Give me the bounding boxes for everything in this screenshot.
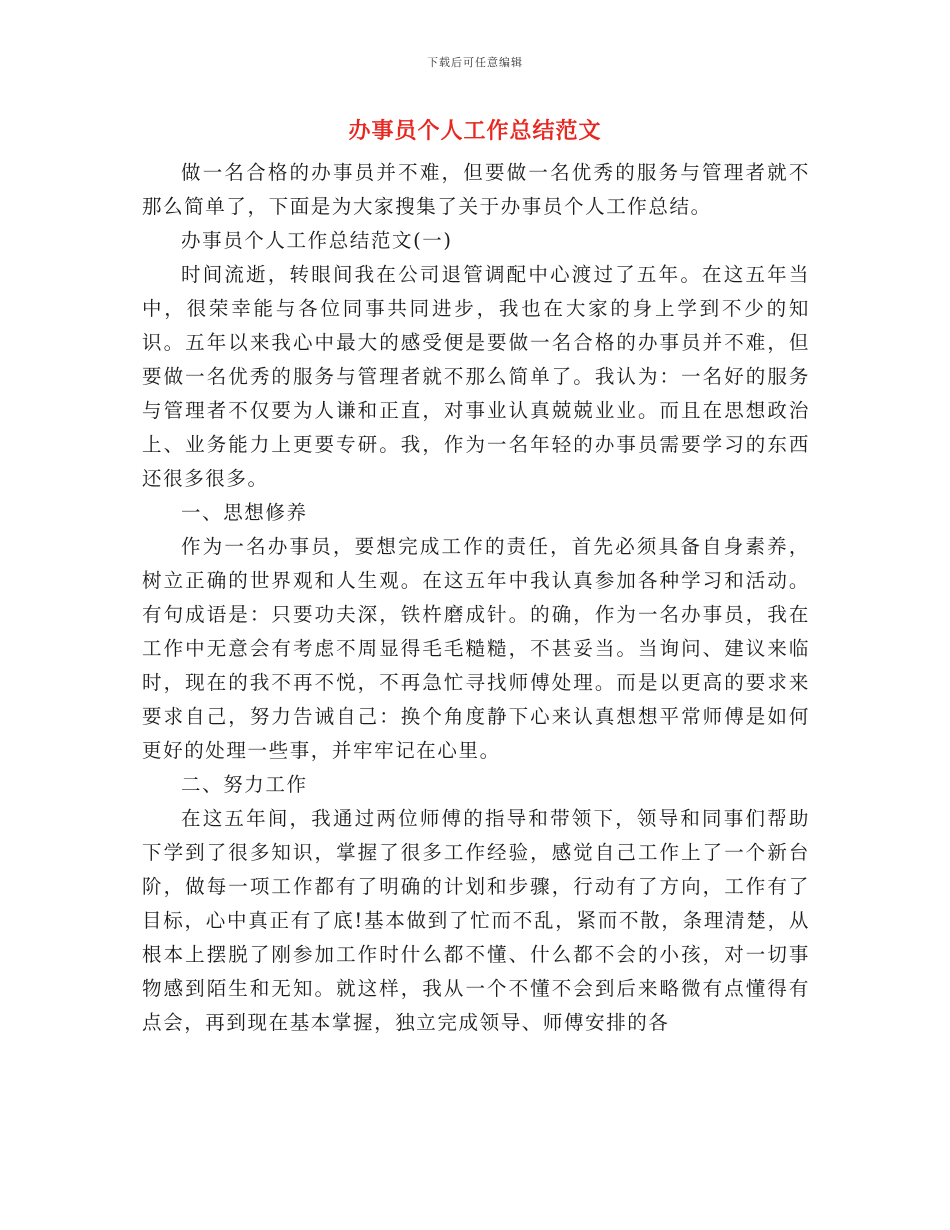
header-note: 下载后可任意编辑 (427, 56, 523, 69)
section-heading-sample-one: 办事员个人工作总结范文(一) (181, 229, 453, 252)
document-title: 办事员个人工作总结范文 (348, 118, 602, 144)
body-paragraph: 时间流逝，转眼间我在公司退管调配中心渡过了五年。在这五年当中，很荣幸能与各位同事共同进步，我也在大家的身上学到不少的知识。五年以来我心中最大的感受便是要做一名合格的办事员并不难，但要做一名优秀的服务与管理者就不那么简单了。我认为：一名好的服务与管理者不仅要为人谦和正直，对事业认真兢兢业业。而且在思想政治上、业务能力上更要专研。我，作为一名年轻的办事员需要学习的东西还很多很多。 (142, 263, 810, 490)
section-heading-thought: 一、思想修养 (181, 501, 308, 524)
body-paragraph: 在这五年间，我通过两位师傅的指导和带领下，领导和同事们帮助下学到了很多知识，掌握了很多工作经验，感觉自己工作上了一个新台阶，做每一项工作都有了明确的计划和步骤，行动有了方向，工作有了目标，心中真正有了底!基本做到了忙而不乱，紧而不散，条理清楚，从根本上摆脱了刚参加工作时什么都不懂、什么都不会的小孩，对一切事物感到陌生和无知。就这样，我从一个不懂不会到后来略微有点懂得有点会，再到现在基本掌握，独立完成领导、师傅安排的各 (142, 807, 810, 1034)
body-paragraph: 作为一名办事员，要想完成工作的责任，首先必须具备自身素养，树立正确的世界观和人生观。在这五年中我认真参加各种学习和活动。有句成语是：只要功夫深，铁杵磨成针。的确，作为一名办事员，我在工作中无意会有考虑不周显得毛毛糙糙，不甚妥当。当询问、建议来临时，现在的我不再不悦，不再急忙寻找师傅处理。而是以更高的要求来要求自己，努力告诫自己：换个角度静下心来认真想想平常师傅是如何更好的处理一些事，并牢牢记在心里。 (142, 535, 810, 762)
intro-paragraph: 做一名合格的办事员并不难，但要做一名优秀的服务与管理者就不那么简单了，下面是为大家搜集了关于办事员个人工作总结。 (142, 161, 810, 218)
section-heading-work: 二、努力工作 (181, 773, 308, 796)
document-body (142, 156, 810, 1040)
